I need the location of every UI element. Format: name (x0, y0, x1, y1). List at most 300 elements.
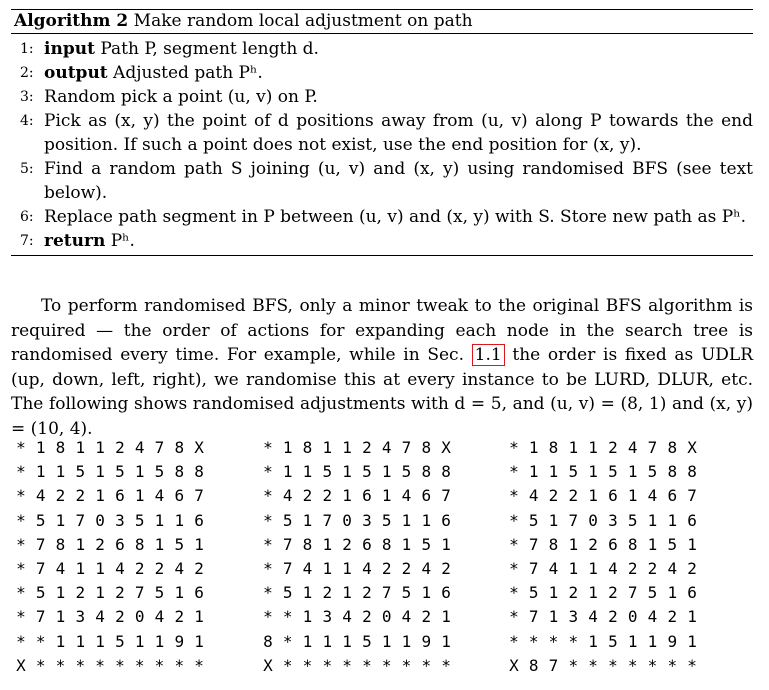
line-number: 3: (20, 89, 34, 105)
grid-cell: 1 (95, 583, 105, 603)
grid-cell: 8 (687, 462, 697, 482)
grid-row (11, 605, 209, 629)
grid-cell: * (401, 655, 412, 675)
grid-cell: * (421, 655, 432, 675)
grid-cell: 2 (115, 583, 125, 603)
grid-cell: 2 (568, 486, 579, 506)
grid-cell: * (627, 655, 638, 675)
grid-cell: 2 (115, 438, 125, 457)
section-reference-link[interactable]: 1.1 (472, 344, 505, 366)
grid-cell: 1 (194, 534, 204, 554)
algorithm-line (11, 157, 753, 205)
grid-cell: 1 (134, 462, 145, 482)
grid-cell: 5 (528, 583, 539, 603)
grid-cell: * (687, 655, 697, 675)
grid-cell: 4 (95, 607, 105, 627)
grid-cell: 8 (548, 438, 559, 457)
grid-cell: 8 (421, 462, 432, 482)
grid-cell: 1 (588, 462, 598, 482)
grid-cell: 2 (362, 583, 372, 603)
grid-cell: 1 (55, 583, 66, 603)
grid-cell: 5 (667, 534, 678, 554)
grid-cell: 1 (194, 607, 204, 627)
grid-cell: 1 (322, 534, 333, 554)
grid-cell: 1 (35, 462, 46, 482)
grid-cell: * (509, 462, 519, 482)
grid-cell: 7 (75, 510, 86, 530)
grid-cell: 2 (342, 534, 352, 554)
grid-cell: * (16, 631, 26, 651)
grid-cell: 1 (154, 510, 165, 530)
grid-cell: * (263, 438, 273, 457)
grid-cell: X (687, 438, 697, 457)
grid-cell: 1 (667, 583, 678, 603)
grid-cell: 2 (568, 583, 579, 603)
grid-row (504, 460, 702, 484)
grid-cell: 1 (381, 486, 392, 506)
grid-cell: 5 (647, 583, 658, 603)
grid-cell: 1 (302, 631, 313, 651)
grid-cell: 1 (95, 462, 105, 482)
grid-cell: 1 (627, 486, 638, 506)
algorithm-line (11, 229, 753, 253)
grid-cell: 6 (667, 486, 678, 506)
grid-cell: 1 (302, 462, 313, 482)
grid-cell: 0 (95, 510, 105, 530)
grid-cell: 2 (588, 534, 598, 554)
grid-cell: 8 (528, 655, 539, 675)
grid-cell: * (16, 510, 26, 530)
grid-cell: * (282, 607, 293, 627)
grid-cell: 2 (608, 438, 618, 457)
grid-cell: 6 (421, 486, 432, 506)
algorithm-header (11, 10, 753, 33)
grid-cell: 1 (282, 462, 293, 482)
grid-cell: 8 (302, 438, 313, 457)
grid-cell: X (263, 655, 273, 675)
grid-cell: 1 (568, 558, 579, 578)
grid-cell: 7 (134, 583, 145, 603)
grid-cell: 2 (362, 607, 372, 627)
grid-cell: * (154, 655, 165, 675)
grid-cell: 1 (548, 510, 559, 530)
grid-cell: * (35, 655, 46, 675)
grid-cell: 7 (627, 583, 638, 603)
grid-row (258, 533, 456, 557)
grid-cell: X (509, 655, 519, 675)
grid-row (11, 630, 209, 654)
grid-example-2 (258, 436, 456, 678)
grid-cell: 1 (588, 558, 598, 578)
grid-cell: * (509, 558, 519, 578)
grid-cell: 1 (528, 438, 539, 457)
grid-cell: * (667, 655, 678, 675)
grid-cell: 7 (381, 583, 392, 603)
grid-cell: 1 (75, 438, 86, 457)
grid-cell: 2 (55, 486, 66, 506)
grid-cell: 8 (55, 438, 66, 457)
grid-cell: 4 (154, 486, 165, 506)
line-text: Pick as (x, y) the point of d positions away from (u, v) along P towards the end position. If such a point does not exist, use the end position for (x, y). (44, 111, 753, 155)
grid-cell: 3 (75, 607, 86, 627)
grid-cell: 8 (667, 462, 678, 482)
grid-cell: 4 (134, 438, 145, 457)
grid-row (11, 557, 209, 581)
grid-cell: 0 (627, 607, 638, 627)
grid-cell: 6 (608, 486, 618, 506)
grid-cell: 1 (134, 486, 145, 506)
grid-cell: 1 (342, 462, 352, 482)
grid-cell: 1 (687, 534, 697, 554)
grid-cell: 1 (401, 510, 412, 530)
grid-cell: * (282, 631, 293, 651)
grid-cell: 6 (115, 486, 125, 506)
grid-cell: 1 (342, 438, 352, 457)
grid-cell: 8 (627, 534, 638, 554)
line-text: Pʰ. (105, 231, 135, 251)
grid-cell: 6 (441, 510, 451, 530)
algorithm-line (11, 37, 753, 61)
grid-cell: * (528, 631, 539, 651)
grid-cell: 4 (647, 486, 658, 506)
grid-cell: 1 (35, 438, 46, 457)
grid-cell: 5 (647, 462, 658, 482)
grid-cell: 9 (667, 631, 678, 651)
algorithm-label: Algorithm 2 (14, 11, 129, 31)
grid-cell: 7 (528, 558, 539, 578)
grid-cell: 8 (174, 462, 185, 482)
grid-cell: 1 (421, 510, 432, 530)
grid-row (258, 605, 456, 629)
grid-cell: 7 (282, 558, 293, 578)
grid-cell: 2 (322, 583, 333, 603)
grid-cell: * (263, 462, 273, 482)
grid-cell: * (509, 583, 519, 603)
grid-row (11, 533, 209, 557)
grid-cell: * (509, 631, 519, 651)
grid-cell: 0 (588, 510, 598, 530)
grid-cell: 2 (75, 486, 86, 506)
line-text: Find a random path S joining (u, v) and (x, y) using randomised BFS (see text below). (44, 159, 753, 203)
grid-cell: 1 (302, 510, 313, 530)
grid-cell: 1 (194, 631, 204, 651)
grid-cell: 7 (35, 607, 46, 627)
grid-cell: 4 (647, 607, 658, 627)
grid-cell: 5 (627, 510, 638, 530)
grid-cell: 2 (548, 486, 559, 506)
line-number: 7: (20, 233, 34, 249)
grid-cell: 5 (401, 462, 412, 482)
grid-cell: 1 (342, 631, 352, 651)
grid-cell: 1 (95, 558, 105, 578)
grid-cell: 6 (194, 583, 204, 603)
grid-cell: * (35, 631, 46, 651)
grid-cell: 4 (627, 438, 638, 457)
grid-row (504, 654, 702, 678)
grid-row (258, 654, 456, 678)
grid-cell: 2 (75, 583, 86, 603)
grid-cell: 2 (194, 558, 204, 578)
grid-cell: * (75, 655, 86, 675)
grid-cell: 1 (134, 631, 145, 651)
grid-cell: * (16, 558, 26, 578)
grid-cell: 1 (687, 607, 697, 627)
grid-cell: 1 (342, 486, 352, 506)
grid-cell: 7 (322, 510, 333, 530)
grid-row (11, 581, 209, 605)
grid-row (258, 557, 456, 581)
grid-cell: 2 (134, 558, 145, 578)
grid-cell: 6 (362, 534, 372, 554)
grid-cell: 1 (322, 631, 333, 651)
grid-cell: 7 (687, 486, 697, 506)
grid-cell: 4 (667, 558, 678, 578)
grid-cell: * (509, 510, 519, 530)
grid-cell: 0 (342, 510, 352, 530)
grid-cell: 1 (647, 510, 658, 530)
grid-cell: 4 (608, 558, 618, 578)
grid-cell: 1 (55, 631, 66, 651)
grid-cell: 5 (115, 462, 125, 482)
grid-cell: * (509, 534, 519, 554)
grid-cell: 1 (627, 631, 638, 651)
grid-cell: * (16, 583, 26, 603)
grid-cell: 4 (421, 558, 432, 578)
grid-cell: 8 (134, 534, 145, 554)
grid-cell: 1 (302, 607, 313, 627)
grid-cell: 1 (548, 607, 559, 627)
grid-cell: 7 (35, 534, 46, 554)
grid-cell: 5 (362, 462, 372, 482)
grid-cell: 6 (115, 534, 125, 554)
grid-cell: * (115, 655, 125, 675)
grid-row (258, 581, 456, 605)
grid-cell: 8 (548, 534, 559, 554)
grid-row (11, 654, 209, 678)
algorithm-line (11, 109, 753, 157)
grid-cell: 1 (154, 534, 165, 554)
line-number: 2: (20, 65, 34, 81)
grid-cell: 7 (441, 486, 451, 506)
grid-cell: * (588, 655, 598, 675)
grid-cell: 1 (588, 438, 598, 457)
grid-cell: 5 (154, 462, 165, 482)
grid-cell: 4 (342, 607, 352, 627)
grid-cell: 1 (55, 462, 66, 482)
grid-cell: 5 (75, 462, 86, 482)
grid-row (11, 460, 209, 484)
grid-row (504, 605, 702, 629)
line-text: Path P, segment length d. (94, 39, 319, 59)
grid-cell: * (16, 607, 26, 627)
grid-cell: * (362, 655, 372, 675)
grid-cell: 4 (154, 607, 165, 627)
grid-cell: * (568, 655, 579, 675)
grid-cell: 4 (528, 486, 539, 506)
grid-cell: 5 (608, 462, 618, 482)
grid-cell: 8 (441, 462, 451, 482)
grid-cell: 4 (55, 558, 66, 578)
grid-cell: X (16, 655, 26, 675)
algorithm-title: Make random local adjustment on path (133, 11, 473, 31)
grid-cell: 1 (687, 631, 697, 651)
grid-cell: 5 (115, 631, 125, 651)
grid-cell: 2 (687, 558, 697, 578)
grid-cell: 2 (421, 607, 432, 627)
grid-cell: 5 (401, 583, 412, 603)
grid-cell: 1 (342, 583, 352, 603)
grid-cell: 4 (174, 558, 185, 578)
grid-cell: 8 (174, 438, 185, 457)
grid-cell: 1 (75, 631, 86, 651)
grid-cell: 6 (174, 486, 185, 506)
grid-cell: 2 (362, 438, 372, 457)
bottom-rule (11, 255, 753, 256)
grid-row (504, 581, 702, 605)
grid-cell: 2 (608, 607, 618, 627)
grid-cell: 2 (154, 558, 165, 578)
grid-row (504, 436, 702, 460)
grid-cell: 1 (548, 462, 559, 482)
grid-cell: * (263, 607, 273, 627)
grid-cell: 1 (568, 534, 579, 554)
algorithm-box (11, 9, 753, 256)
grid-cell: 8 (421, 438, 432, 457)
grid-cell: 6 (441, 583, 451, 603)
grid-row (258, 630, 456, 654)
grid-cell: 4 (588, 607, 598, 627)
grid-cell: 3 (322, 607, 333, 627)
algorithm-line (11, 61, 753, 85)
grid-cell: * (95, 655, 105, 675)
line-number: 5: (20, 161, 34, 177)
grid-cell: 1 (95, 631, 105, 651)
grid-cell: * (302, 655, 313, 675)
grid-cell: 4 (381, 438, 392, 457)
grid-cell: * (263, 583, 273, 603)
grid-row (504, 509, 702, 533)
grid-cell: 2 (647, 558, 658, 578)
grid-cell: 1 (95, 438, 105, 457)
grid-cell: * (16, 486, 26, 506)
grid-cell: * (608, 655, 618, 675)
grid-cell: 1 (302, 583, 313, 603)
grid-cell: 5 (282, 510, 293, 530)
grid-cell: 4 (401, 607, 412, 627)
grid-cell: 2 (322, 486, 333, 506)
grid-cell: 0 (134, 607, 145, 627)
grid-cell: * (322, 655, 333, 675)
grid-cell: 4 (302, 558, 313, 578)
grid-cell: 2 (608, 583, 618, 603)
grid-cell: 1 (174, 583, 185, 603)
grid-cell: 1 (568, 438, 579, 457)
grid-cell: 3 (568, 607, 579, 627)
grid-cell: 5 (608, 631, 618, 651)
grid-cell: 8 (194, 462, 204, 482)
grid-row (258, 509, 456, 533)
grid-cell: 1 (588, 486, 598, 506)
grid-cell: 4 (282, 486, 293, 506)
grid-cell: 8 (667, 438, 678, 457)
grid-cell: 1 (174, 510, 185, 530)
line-text: Replace path segment in P between (u, v) and (x, y) with S. Store new path as Pʰ. (44, 207, 746, 227)
grid-cell: * (509, 607, 519, 627)
grid-cell: * (548, 631, 559, 651)
grid-cell: 1 (667, 510, 678, 530)
grid-cell: * (263, 486, 273, 506)
grid-cell: 2 (401, 558, 412, 578)
grid-cell: 1 (55, 510, 66, 530)
grid-cell: 3 (115, 510, 125, 530)
grid-example-3 (504, 436, 702, 678)
grid-cell: 1 (548, 583, 559, 603)
grid-cell: 1 (647, 534, 658, 554)
grid-row (504, 630, 702, 654)
grid-cell: 3 (608, 510, 618, 530)
grid-cell: 7 (282, 534, 293, 554)
grid-cell: 5 (282, 583, 293, 603)
grid-cell: 1 (342, 558, 352, 578)
line-keyword: input (44, 39, 95, 59)
grid-cell: 9 (421, 631, 432, 651)
grid-row (11, 509, 209, 533)
grid-cell: 5 (35, 583, 46, 603)
grid-cell: 6 (194, 510, 204, 530)
line-number: 1: (20, 41, 34, 57)
grid-cell: 3 (362, 510, 372, 530)
grid-cell: 1 (627, 462, 638, 482)
grid-cell: 1 (322, 438, 333, 457)
grid-cell: 1 (588, 583, 598, 603)
grid-cell: 1 (75, 534, 86, 554)
grid-cell: 5 (322, 462, 333, 482)
grid-row (504, 533, 702, 557)
grid-cell: 5 (35, 510, 46, 530)
grid-cell: * (381, 655, 392, 675)
grid-cell: 8 (263, 631, 273, 651)
grid-cell: 7 (568, 510, 579, 530)
grid-cell: * (263, 510, 273, 530)
grid-cell: 7 (154, 438, 165, 457)
grid-cell: * (16, 438, 26, 457)
grid-row (11, 436, 209, 460)
grid-cell: * (194, 655, 204, 675)
grid-cell: 7 (528, 534, 539, 554)
grid-cell: 1 (322, 558, 333, 578)
grid-cell: 1 (588, 631, 598, 651)
grid-example-1 (11, 436, 209, 678)
grid-cell: 1 (401, 534, 412, 554)
grid-cell: * (263, 534, 273, 554)
grid-row (258, 484, 456, 508)
grid-cell: * (509, 438, 519, 457)
line-keyword: return (44, 231, 106, 251)
grid-cell: 7 (647, 438, 658, 457)
grid-cell: 5 (134, 510, 145, 530)
grid-cell: 1 (381, 631, 392, 651)
grid-cell: 5 (528, 510, 539, 530)
grid-cell: 6 (687, 510, 697, 530)
grid-cell: 5 (154, 583, 165, 603)
line-text: Random pick a point (u, v) on P. (44, 87, 318, 107)
grid-cell: X (194, 438, 204, 457)
grid-cell: 1 (441, 631, 451, 651)
grid-cell: * (647, 655, 658, 675)
grid-cell: 6 (608, 534, 618, 554)
grid-cell: 5 (174, 534, 185, 554)
grid-cell: 6 (362, 486, 372, 506)
